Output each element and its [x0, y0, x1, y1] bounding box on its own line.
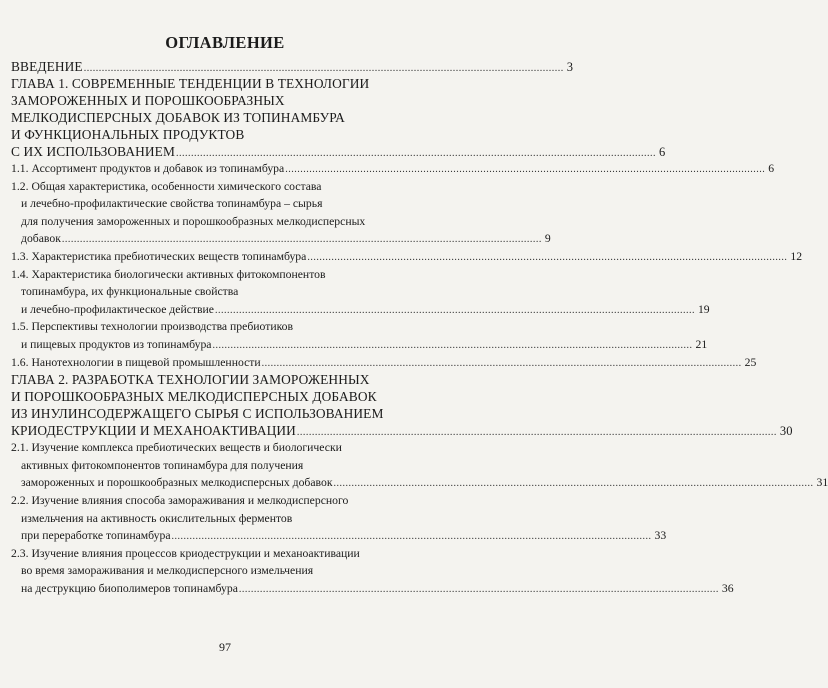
toc-entry-line	[11, 283, 411, 301]
dot-leader: ................................................................................................................................................................	[238, 583, 719, 595]
toc-entry-text: 2.1. Изучение комплекса пребиотических веществ и биологически	[11, 441, 342, 455]
toc-entry-line	[11, 92, 411, 109]
toc-entry-last-line	[11, 230, 551, 248]
toc-section-entry	[11, 354, 757, 372]
toc-section-entry	[11, 545, 734, 598]
toc-entry-text: топинамбура, их функциональные свойства	[21, 285, 239, 299]
toc-entry-text: 1.1. Ассортимент продуктов и добавок из топинамбура	[11, 162, 285, 175]
toc-page-number: 9	[544, 232, 551, 246]
toc-entry-text: И ПОРОШКООБРАЗНЫХ МЕЛКОДИСПЕРСНЫХ ДОБАВОК	[11, 389, 377, 405]
toc-page-number: 33	[654, 529, 667, 543]
toc-entry-text: замороженных и порошкообразных мелкодисперсных добавок	[21, 476, 333, 490]
toc-entry-text: 2.2. Изучение влияния способа замораживания и мелкодисперсного	[11, 493, 349, 507]
toc-entry-line	[11, 109, 411, 126]
toc-entry-line	[11, 178, 411, 196]
toc-entry-text: и пищевых продуктов из топинамбура	[21, 337, 212, 351]
toc-entry-line	[11, 562, 411, 580]
dot-leader: ................................................................................................................................................................	[307, 251, 788, 263]
toc-entry-text: при переработке топинамбура	[21, 529, 171, 543]
dot-leader: ................................................................................................................................................................	[261, 357, 742, 369]
toc-page-number: 3	[566, 60, 574, 74]
toc-section-entry	[11, 160, 775, 178]
toc-entry-text: добавок	[21, 232, 61, 246]
toc-entry-last-line	[11, 143, 666, 160]
toc-entry-text: 1.3. Характеристика пребиотических веществ топинамбура	[11, 249, 307, 263]
toc-section-entry	[11, 266, 710, 319]
toc-entry-line	[11, 457, 411, 475]
toc-entry-line	[11, 213, 411, 231]
toc-page-number: 21	[695, 337, 708, 351]
toc-section-entry	[11, 248, 803, 266]
dot-leader: ................................................................................................................................................................	[175, 148, 656, 159]
toc-entry-text: МЕЛКОДИСПЕРСНЫХ ДОБАВОК ИЗ ТОПИНАМБУРА	[11, 110, 345, 125]
toc-entry-text: ГЛАВА 1. СОВРЕМЕННЫЕ ТЕНДЕНЦИИ В ТЕХНОЛОГИИ	[11, 76, 370, 91]
toc-entry-text: и лечебно-профилактическое действие	[21, 302, 214, 316]
toc-entry-text: ИЗ ИНУЛИНСОДЕРЖАЩЕГО СЫРЬЯ С ИСПОЛЬЗОВАНИЕМ	[11, 406, 384, 422]
toc-entry-text: 2.3. Изучение влияния процессов криодеструкции и механоактивации	[11, 546, 360, 560]
toc-entry-last-line	[11, 248, 803, 266]
toc-section-entry	[11, 178, 551, 248]
toc-entry-text: и лечебно-профилактические свойства топинамбура – сырья	[21, 197, 323, 211]
toc-entry-text: КРИОДЕСТРУКЦИИ И МЕХАНОАКТИВАЦИИ	[11, 423, 296, 439]
toc-entry-text: активных фитокомпонентов топинамбура для получения	[21, 458, 304, 472]
toc-entry-text: во время замораживания и мелкодисперсного измельчения	[21, 564, 314, 578]
toc-entry-text: С ИХ ИСПОЛЬЗОВАНИЕМ	[11, 144, 175, 159]
dot-leader: ................................................................................................................................................................	[171, 531, 652, 543]
table-of-contents	[11, 58, 828, 597]
toc-entry-line	[11, 371, 411, 388]
toc-entry-last-line	[11, 301, 710, 319]
toc-entry-text: 1.2. Общая характеристика, особенности химического состава	[11, 179, 322, 193]
toc-chapter-entry	[11, 75, 666, 160]
toc-entry-text: 1.6. Нанотехнологии в пищевой промышленности	[11, 355, 261, 369]
toc-entry-text: для получения замороженных и порошкообразных мелкодисперсных	[21, 214, 366, 228]
dot-leader: ................................................................................................................................................................	[212, 339, 693, 351]
toc-entry-last-line	[11, 160, 775, 178]
toc-chapter-entry	[11, 58, 574, 75]
toc-entry-text: 1.4. Характеристика биологически активных фитокомпонентов	[11, 267, 326, 281]
page-number: 97	[219, 640, 231, 654]
toc-page-number: 6	[658, 145, 666, 159]
dot-leader: ................................................................................................................................................................	[333, 478, 814, 490]
toc-entry-line	[11, 492, 411, 510]
toc-entry-last-line	[11, 580, 734, 598]
toc-page-number: 12	[790, 249, 803, 263]
toc-entry-line	[11, 266, 411, 284]
toc-entry-last-line	[11, 58, 574, 75]
toc-entry-last-line	[11, 336, 708, 354]
toc-entry-line	[11, 510, 411, 528]
toc-entry-text: И ФУНКЦИОНАЛЬНЫХ ПРОДУКТОВ	[11, 127, 245, 142]
toc-section-entry	[11, 492, 667, 545]
toc-entry-text: 1.5. Перспективы технологии производства пребиотиков	[11, 320, 294, 334]
toc-entry-text: ВВЕДЕНИЕ	[11, 59, 83, 74]
toc-entry-last-line	[11, 422, 793, 439]
toc-chapter-entry	[11, 371, 793, 439]
toc-page-number: 19	[697, 302, 710, 316]
toc-page-number: 6	[768, 162, 775, 175]
toc-entry-text: ГЛАВА 2. РАЗРАБОТКА ТЕХНОЛОГИИ ЗАМОРОЖЕННЫХ	[11, 372, 370, 388]
page-title: ОГЛАВЛЕНИЕ	[165, 33, 285, 52]
toc-entry-text: на деструкцию биополимеров топинамбура	[21, 581, 238, 595]
toc-entry-line	[11, 439, 411, 457]
dot-leader: ................................................................................................................................................................	[296, 427, 777, 439]
toc-entry-line	[11, 195, 411, 213]
toc-entry-line	[11, 405, 411, 422]
dot-leader: ................................................................................................................................................................	[83, 63, 564, 74]
toc-page-number: 30	[779, 424, 793, 439]
toc-section-entry	[11, 439, 828, 492]
toc-entry-line	[11, 388, 411, 405]
toc-section-entry	[11, 318, 708, 353]
toc-entry-line	[11, 126, 411, 143]
toc-page-number: 25	[744, 355, 757, 369]
dot-leader: ................................................................................................................................................................	[214, 304, 695, 316]
toc-entry-line	[11, 545, 411, 563]
toc-page-number: 36	[721, 581, 734, 595]
dot-leader: ................................................................................................................................................................	[61, 234, 542, 246]
toc-entry-text: измельчения на активность окислительных ферментов	[21, 511, 293, 525]
toc-entry-line	[11, 318, 411, 336]
toc-entry-text: ЗАМОРОЖЕННЫХ И ПОРОШКООБРАЗНЫХ	[11, 93, 285, 108]
toc-entry-last-line	[11, 474, 828, 492]
dot-leader: ................................................................................................................................................................	[285, 164, 766, 175]
toc-entry-last-line	[11, 354, 757, 372]
toc-page-number: 31	[816, 476, 828, 490]
toc-entry-last-line	[11, 527, 667, 545]
toc-entry-line	[11, 75, 411, 92]
